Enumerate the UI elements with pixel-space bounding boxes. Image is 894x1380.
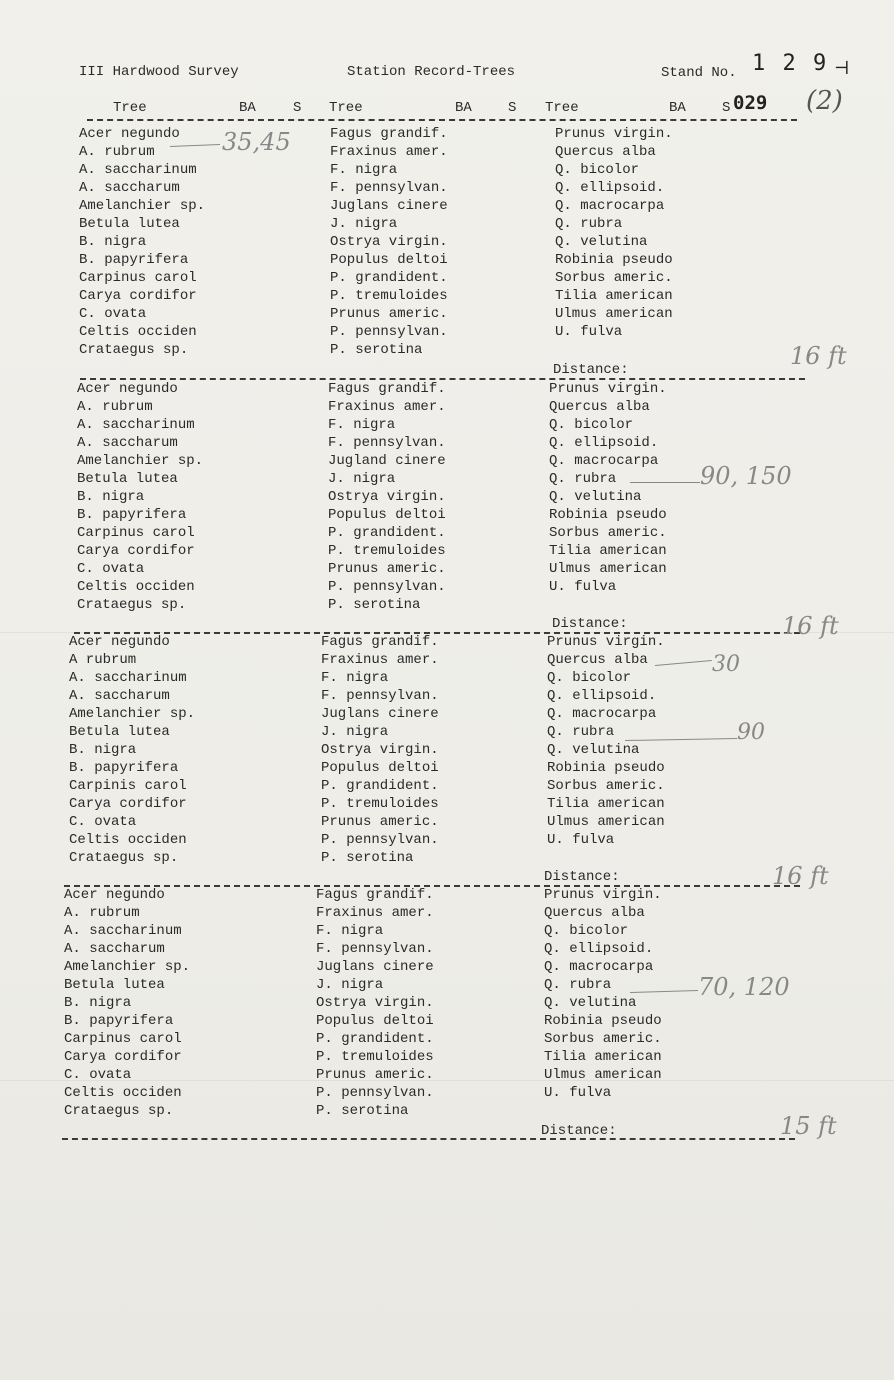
species-entry: C. ovata: [79, 306, 147, 322]
species-entry: Q. macrocarpa: [547, 706, 657, 722]
species-entry: Amelanchier sp.: [77, 453, 204, 469]
species-entry: Q. velutina: [544, 995, 637, 1011]
species-entry: Carpinus carol: [77, 525, 195, 541]
species-entry: Acer negundo: [64, 887, 165, 903]
species-entry: F. nigra: [328, 417, 396, 433]
species-entry: P. serotina: [321, 850, 414, 866]
species-column-2: [330, 125, 448, 359]
species-entry: F. nigra: [330, 162, 398, 178]
species-entry: Robinia pseudo: [547, 760, 665, 776]
species-entry: Carpinis carol: [69, 778, 187, 794]
species-entry: Tilia american: [547, 796, 665, 812]
species-entry: Prunus virgin.: [555, 126, 673, 142]
species-entry: A. rubrum: [64, 905, 140, 921]
survey-title: III Hardwood Survey: [79, 64, 239, 80]
handwritten-measurement: 30: [712, 652, 740, 677]
species-entry: Fraxinus amer.: [328, 399, 446, 415]
species-entry: Robinia pseudo: [555, 252, 673, 268]
handwritten-distance: 16 ft: [790, 342, 847, 370]
species-entry: F. pennsylvan.: [328, 435, 446, 451]
species-entry: Populus deltoi: [328, 507, 446, 523]
species-entry: Celtis occiden: [64, 1085, 182, 1101]
species-entry: U. fulva: [544, 1085, 612, 1101]
species-entry: Juglans cinere: [316, 959, 434, 975]
species-entry: Q. ellipsoid.: [555, 180, 665, 196]
species-entry: Betula lutea: [77, 471, 178, 487]
species-entry: Populus deltoi: [330, 252, 448, 268]
species-entry: A. saccharum: [77, 435, 178, 451]
species-entry: Tilia american: [549, 543, 667, 559]
species-entry: P. serotina: [330, 342, 423, 358]
col-header-ba-3: BA: [669, 100, 686, 116]
species-entry: F. pennsylvan.: [321, 688, 439, 704]
species-entry: Q. velutina: [549, 489, 642, 505]
species-entry: B. papyrifera: [79, 252, 189, 268]
species-entry: Prunus virgin.: [544, 887, 662, 903]
species-entry: B. nigra: [69, 742, 137, 758]
species-entry: Juglans cinere: [330, 198, 448, 214]
species-entry: Sorbus americ.: [549, 525, 667, 541]
species-entry: P. grandident.: [328, 525, 446, 541]
handwritten-measurement: 70, 120: [698, 973, 790, 1001]
species-entry: Fagus grandif.: [330, 126, 448, 142]
species-entry: Q. macrocarpa: [555, 198, 665, 214]
species-entry: Carya cordifor: [77, 543, 195, 559]
col-header-s-1: S: [293, 100, 302, 116]
species-entry: J. nigra: [330, 216, 398, 232]
species-entry: A. saccharum: [79, 180, 180, 196]
species-entry: Q. rubra: [547, 724, 615, 740]
species-entry: Jugland cinere: [328, 453, 446, 469]
species-entry: Quercus alba: [549, 399, 650, 415]
species-entry: Fagus grandif.: [321, 634, 439, 650]
species-entry: Ulmus american: [544, 1067, 662, 1083]
species-entry: J. nigra: [328, 471, 396, 487]
corner-mark: ⊣: [834, 58, 850, 79]
species-entry: Fraxinus amer.: [316, 905, 434, 921]
col-header-s-2: S: [508, 100, 517, 116]
species-entry: P. grandident.: [321, 778, 439, 794]
species-column-1: [64, 886, 190, 1120]
species-entry: Acer negundo: [77, 381, 178, 397]
species-entry: A. saccharinum: [64, 923, 182, 939]
species-entry: A. saccharinum: [79, 162, 197, 178]
col-header-tree-3: Tree: [545, 100, 579, 116]
species-column-2: [316, 886, 434, 1120]
species-entry: Ulmus american: [555, 306, 673, 322]
species-entry: Sorbus americ.: [544, 1031, 662, 1047]
species-entry: Prunus virgin.: [549, 381, 667, 397]
species-entry: Acer negundo: [69, 634, 170, 650]
species-entry: Sorbus americ.: [555, 270, 673, 286]
species-entry: U. fulva: [547, 832, 615, 848]
species-entry: Quercus alba: [555, 144, 656, 160]
species-entry: Betula lutea: [79, 216, 180, 232]
s-overwrite-number: 029: [733, 92, 768, 114]
species-entry: Carpinus carol: [79, 270, 197, 286]
species-entry: Carya cordifor: [79, 288, 197, 304]
species-entry: Ostrya virgin.: [328, 489, 446, 505]
distance-label: Distance:: [544, 869, 620, 885]
species-entry: Robinia pseudo: [549, 507, 667, 523]
species-entry: Q. macrocarpa: [549, 453, 659, 469]
species-entry: Q. rubra: [555, 216, 623, 232]
species-column-1: [69, 633, 195, 867]
species-entry: B. papyrifera: [77, 507, 187, 523]
species-entry: Fagus grandif.: [316, 887, 434, 903]
col-header-ba-2: BA: [455, 100, 472, 116]
species-entry: Crataegus sp.: [64, 1103, 174, 1119]
species-entry: A. saccharinum: [77, 417, 195, 433]
species-entry: Q. ellipsoid.: [549, 435, 659, 451]
species-entry: Juglans cinere: [321, 706, 439, 722]
handwritten-measurement: 90: [737, 720, 765, 745]
species-entry: Quercus alba: [544, 905, 645, 921]
species-entry: Q. ellipsoid.: [544, 941, 654, 957]
species-entry: Crataegus sp.: [69, 850, 179, 866]
distance-label: Distance:: [553, 362, 629, 378]
species-entry: Ostrya virgin.: [316, 995, 434, 1011]
species-entry: B. nigra: [79, 234, 147, 250]
species-entry: Carya cordifor: [69, 796, 187, 812]
species-column-1: [79, 125, 205, 359]
species-entry: P. tremuloides: [321, 796, 439, 812]
species-entry: P. serotina: [316, 1103, 409, 1119]
handwritten-distance: 16 ft: [782, 612, 839, 640]
species-entry: Q. rubra: [544, 977, 612, 993]
species-entry: Q. macrocarpa: [544, 959, 654, 975]
species-entry: Fagus grandif.: [328, 381, 446, 397]
species-entry: A rubrum: [69, 652, 137, 668]
species-entry: F. nigra: [321, 670, 389, 686]
distance-label: Distance:: [541, 1123, 617, 1139]
species-entry: U. fulva: [555, 324, 623, 340]
species-entry: F. nigra: [316, 923, 384, 939]
species-entry: Q. bicolor: [547, 670, 632, 686]
species-column-2: [321, 633, 439, 867]
species-entry: Crataegus sp.: [77, 597, 187, 613]
species-column-3: [549, 380, 667, 596]
species-entry: Q. velutina: [547, 742, 640, 758]
stand-number: 1 2 9: [752, 51, 829, 76]
handwritten-measurement: 90, 150: [700, 462, 792, 490]
margin-circle-mark: (2): [806, 86, 843, 116]
species-entry: A. saccharinum: [69, 670, 187, 686]
species-entry: Q. bicolor: [549, 417, 634, 433]
species-entry: Ulmus american: [549, 561, 667, 577]
species-entry: P. grandident.: [330, 270, 448, 286]
species-entry: P. serotina: [328, 597, 421, 613]
species-entry: B. papyrifera: [69, 760, 179, 776]
species-entry: Tilia american: [544, 1049, 662, 1065]
species-entry: Celtis occiden: [69, 832, 187, 848]
handwritten-measurement: 35,45: [222, 128, 291, 156]
station-rule: [62, 1138, 795, 1140]
species-entry: J. nigra: [321, 724, 389, 740]
record-title: Station Record-Trees: [347, 64, 516, 80]
col-header-tree-1: Tree: [113, 100, 147, 116]
species-entry: Carya cordifor: [64, 1049, 182, 1065]
species-entry: F. pennsylvan.: [330, 180, 448, 196]
species-entry: U. fulva: [549, 579, 617, 595]
species-entry: Q. ellipsoid.: [547, 688, 657, 704]
species-entry: Ostrya virgin.: [321, 742, 439, 758]
species-entry: A. saccharum: [69, 688, 170, 704]
species-entry: Quercus alba: [547, 652, 648, 668]
species-entry: Prunus americ.: [321, 814, 439, 830]
species-entry: Amelanchier sp.: [69, 706, 196, 722]
species-entry: A. rubrum: [79, 144, 155, 160]
pen-stroke: [630, 482, 700, 483]
col-header-ba-1: BA: [239, 100, 256, 116]
species-entry: Robinia pseudo: [544, 1013, 662, 1029]
species-entry: Amelanchier sp.: [64, 959, 191, 975]
species-entry: Populus deltoi: [321, 760, 439, 776]
species-entry: B. nigra: [77, 489, 145, 505]
species-entry: B. nigra: [64, 995, 132, 1011]
col-header-tree-2: Tree: [329, 100, 363, 116]
species-column-3: [547, 633, 665, 849]
stand-label: Stand No.: [661, 65, 737, 81]
species-entry: C. ovata: [64, 1067, 132, 1083]
species-entry: Q. rubra: [549, 471, 617, 487]
species-entry: Q. velutina: [555, 234, 648, 250]
species-entry: Celtis occiden: [79, 324, 197, 340]
species-entry: Celtis occiden: [77, 579, 195, 595]
species-entry: Prunus americ.: [330, 306, 448, 322]
species-entry: Prunus americ.: [328, 561, 446, 577]
species-entry: Tilia american: [555, 288, 673, 304]
species-column-3: [555, 125, 673, 341]
species-entry: B. papyrifera: [64, 1013, 174, 1029]
species-entry: Crataegus sp.: [79, 342, 189, 358]
species-entry: P. tremuloides: [328, 543, 446, 559]
species-entry: Acer negundo: [79, 126, 180, 142]
species-entry: Q. bicolor: [555, 162, 640, 178]
species-column-2: [328, 380, 446, 614]
species-entry: Q. bicolor: [544, 923, 629, 939]
species-entry: A. rubrum: [77, 399, 153, 415]
species-entry: C. ovata: [69, 814, 137, 830]
species-entry: Ostrya virgin.: [330, 234, 448, 250]
handwritten-distance: 16 ft: [772, 862, 829, 890]
species-entry: J. nigra: [316, 977, 384, 993]
species-entry: F. pennsylvan.: [316, 941, 434, 957]
species-entry: Carpinus carol: [64, 1031, 182, 1047]
header-rule: [87, 119, 797, 121]
species-entry: P. tremuloides: [316, 1049, 434, 1065]
species-column-3: [544, 886, 662, 1102]
species-entry: Prunus virgin.: [547, 634, 665, 650]
species-entry: P. tremuloides: [330, 288, 448, 304]
species-entry: Ulmus american: [547, 814, 665, 830]
species-entry: Prunus americ.: [316, 1067, 434, 1083]
species-column-1: [77, 380, 203, 614]
species-entry: Betula lutea: [69, 724, 170, 740]
distance-label: Distance:: [552, 616, 628, 632]
species-entry: A. saccharum: [64, 941, 165, 957]
species-entry: Fraxinus amer.: [330, 144, 448, 160]
species-entry: Amelanchier sp.: [79, 198, 206, 214]
species-entry: Betula lutea: [64, 977, 165, 993]
species-entry: P. pennsylvan.: [321, 832, 439, 848]
handwritten-distance: 15 ft: [780, 1112, 837, 1140]
species-entry: Fraxinus amer.: [321, 652, 439, 668]
species-entry: P. pennsylvan.: [328, 579, 446, 595]
species-entry: C. ovata: [77, 561, 145, 577]
species-entry: P. grandident.: [316, 1031, 434, 1047]
species-entry: Populus deltoi: [316, 1013, 434, 1029]
col-header-s-3: S: [722, 100, 731, 116]
species-entry: P. pennsylvan.: [316, 1085, 434, 1101]
species-entry: P. pennsylvan.: [330, 324, 448, 340]
species-entry: Sorbus americ.: [547, 778, 665, 794]
